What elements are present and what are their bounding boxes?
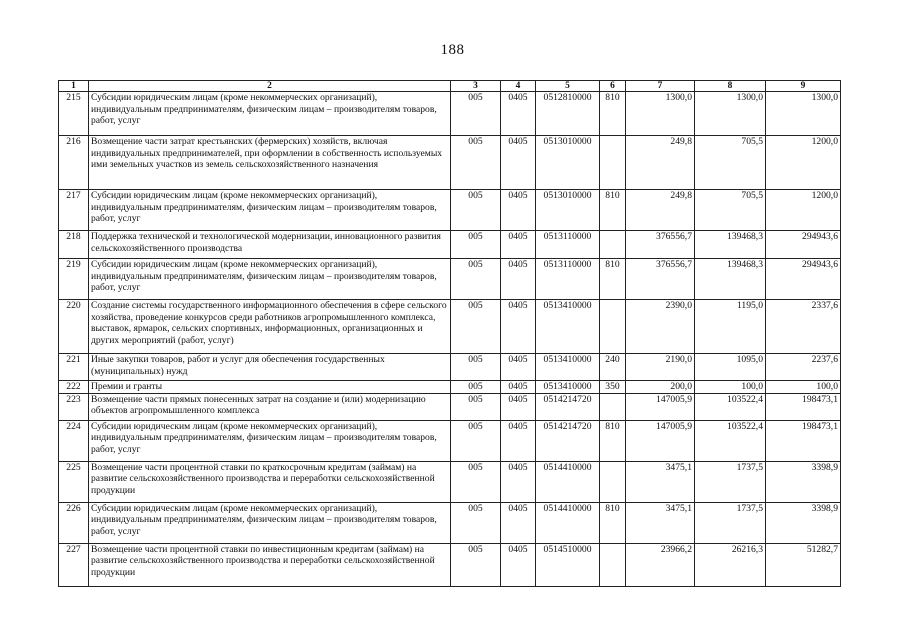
section-code-cell: 0405: [501, 502, 536, 543]
amount-cell: 147005,9: [626, 420, 695, 461]
amount-cell: 1737,5: [695, 461, 766, 502]
description-cell: Субсидии юридическим лицам (кроме некоммерческих организаций), индивидуальным предпринимателям, физическим лицам – производителям товаров, работ, услуг: [89, 502, 451, 543]
amount-cell: 23966,2: [626, 543, 695, 586]
expense-type-cell: [600, 461, 626, 502]
code-cell: 005: [451, 92, 501, 136]
target-article-cell: 0514510000: [536, 543, 600, 586]
table-header-row: [59, 81, 841, 92]
target-article-cell: 0514214720: [536, 420, 600, 461]
table-row: [59, 543, 841, 586]
amount-cell: 2190,0: [626, 354, 695, 381]
amount-cell: 3398,9: [766, 461, 841, 502]
section-code-cell: 0405: [501, 259, 536, 300]
expense-type-cell: [600, 300, 626, 354]
target-article-cell: 0514410000: [536, 461, 600, 502]
expense-type-cell: 240: [600, 354, 626, 381]
table-row: [59, 393, 841, 420]
row-number-cell: 217: [59, 190, 89, 231]
description-cell: Возмещение части процентной ставки по инвестиционным кредитам (займам) на развитие сельскохозяйственного производства и переработки сельскохозяйственной продукции: [89, 543, 451, 586]
row-number-cell: 221: [59, 354, 89, 381]
description-cell: Иные закупки товаров, работ и услуг для обеспечения государственных (муниципальных) нужд: [89, 354, 451, 381]
section-code-cell: 0405: [501, 461, 536, 502]
column-header: 9: [766, 81, 841, 92]
amount-cell: 103522,4: [695, 420, 766, 461]
table-row: [59, 231, 841, 259]
expense-type-cell: [600, 231, 626, 259]
amount-cell: 200,0: [626, 381, 695, 394]
description-cell: Субсидии юридическим лицам (кроме некоммерческих организаций), индивидуальным предпринимателям, физическим лицам – производителям товаров, работ, услуг: [89, 92, 451, 136]
code-cell: 005: [451, 420, 501, 461]
amount-cell: 376556,7: [626, 231, 695, 259]
amount-cell: 139468,3: [695, 231, 766, 259]
row-number-cell: 222: [59, 381, 89, 394]
description-cell: Субсидии юридическим лицам (кроме некоммерческих организаций), индивидуальным предпринимателям, физическим лицам – производителям товаров, работ, услуг: [89, 190, 451, 231]
row-number-cell: 227: [59, 543, 89, 586]
row-number-cell: 215: [59, 92, 89, 136]
column-header: 1: [59, 81, 89, 92]
row-number-cell: 226: [59, 502, 89, 543]
amount-cell: 100,0: [695, 381, 766, 394]
table-row: [59, 354, 841, 381]
description-cell: Субсидии юридическим лицам (кроме некоммерческих организаций), индивидуальным предпринимателям, физическим лицам – производителям товаров, работ, услуг: [89, 259, 451, 300]
row-number-cell: 219: [59, 259, 89, 300]
amount-cell: 3475,1: [626, 461, 695, 502]
amount-cell: 1300,0: [766, 92, 841, 136]
amount-cell: 249,8: [626, 136, 695, 190]
expense-type-cell: 350: [600, 381, 626, 394]
code-cell: 005: [451, 381, 501, 394]
column-header: 8: [695, 81, 766, 92]
table-row: [59, 502, 841, 543]
table-row: [59, 92, 841, 136]
amount-cell: 1300,0: [626, 92, 695, 136]
row-number-cell: 216: [59, 136, 89, 190]
amount-cell: 1195,0: [695, 300, 766, 354]
section-code-cell: 0405: [501, 190, 536, 231]
description-cell: Поддержка технической и технологической модернизации, инновационного развития сельскохозяйственного производства: [89, 231, 451, 259]
description-cell: Возмещение части процентной ставки по краткосрочным кредитам (займам) на развитие сельскохозяйственного производства и переработки сельскохозяйственной продукции: [89, 461, 451, 502]
expense-type-cell: [600, 393, 626, 420]
description-cell: Возмещение части прямых понесенных затрат на создание и (или) модернизацию объектов агропромышленного комплекса: [89, 393, 451, 420]
table-row: [59, 461, 841, 502]
amount-cell: 1737,5: [695, 502, 766, 543]
table-row: [59, 259, 841, 300]
amount-cell: 147005,9: [626, 393, 695, 420]
expense-type-cell: 810: [600, 190, 626, 231]
amount-cell: 705,5: [695, 136, 766, 190]
amount-cell: 1095,0: [695, 354, 766, 381]
code-cell: 005: [451, 190, 501, 231]
description-cell: Субсидии юридическим лицам (кроме некоммерческих организаций), индивидуальным предпринимателям, физическим лицам – производителям товаров, работ, услуг: [89, 420, 451, 461]
target-article-cell: 0513110000: [536, 231, 600, 259]
table-row: [59, 381, 841, 394]
amount-cell: 3475,1: [626, 502, 695, 543]
target-article-cell: 0512810000: [536, 92, 600, 136]
amount-cell: 294943,6: [766, 259, 841, 300]
target-article-cell: 0513010000: [536, 136, 600, 190]
amount-cell: 2237,6: [766, 354, 841, 381]
section-code-cell: 0405: [501, 354, 536, 381]
amount-cell: 198473,1: [766, 393, 841, 420]
description-cell: Создание системы государственного информационного обеспечения в сфере сельского хозяйства, проведение конкурсов среди работников агропромышленного комплекса, выставок, ярмарок, сельских спортивных, информационных, организационных и других мероприятий (работ, услуг): [89, 300, 451, 354]
section-code-cell: 0405: [501, 300, 536, 354]
expense-type-cell: 810: [600, 92, 626, 136]
section-code-cell: 0405: [501, 92, 536, 136]
amount-cell: 1300,0: [695, 92, 766, 136]
amount-cell: 100,0: [766, 381, 841, 394]
section-code-cell: 0405: [501, 393, 536, 420]
amount-cell: 198473,1: [766, 420, 841, 461]
row-number-cell: 218: [59, 231, 89, 259]
expense-type-cell: 810: [600, 420, 626, 461]
code-cell: 005: [451, 136, 501, 190]
code-cell: 005: [451, 461, 501, 502]
amount-cell: 26216,3: [695, 543, 766, 586]
budget-table: [58, 80, 841, 587]
amount-cell: 3398,9: [766, 502, 841, 543]
column-header: 3: [451, 81, 501, 92]
table-row: [59, 190, 841, 231]
code-cell: 005: [451, 393, 501, 420]
code-cell: 005: [451, 543, 501, 586]
table-row: [59, 420, 841, 461]
target-article-cell: 0513010000: [536, 190, 600, 231]
column-header: 5: [536, 81, 600, 92]
amount-cell: 705,5: [695, 190, 766, 231]
row-number-cell: 225: [59, 461, 89, 502]
amount-cell: 51282,7: [766, 543, 841, 586]
expense-type-cell: [600, 136, 626, 190]
amount-cell: 376556,7: [626, 259, 695, 300]
description-cell: Премии и гранты: [89, 381, 451, 394]
section-code-cell: 0405: [501, 231, 536, 259]
column-header: 6: [600, 81, 626, 92]
code-cell: 005: [451, 259, 501, 300]
row-number-cell: 224: [59, 420, 89, 461]
target-article-cell: 0514410000: [536, 502, 600, 543]
table-row: [59, 300, 841, 354]
amount-cell: 2390,0: [626, 300, 695, 354]
page-number: 188: [440, 42, 465, 58]
target-article-cell: 0513410000: [536, 300, 600, 354]
section-code-cell: 0405: [501, 543, 536, 586]
description-cell: Возмещение части затрат крестьянских (фермерских) хозяйств, включая индивидуальных предпринимателей, при оформлении в собственность используемых ими земельных участков из земель сельскохозяйственного назначения: [89, 136, 451, 190]
section-code-cell: 0405: [501, 420, 536, 461]
code-cell: 005: [451, 502, 501, 543]
section-code-cell: 0405: [501, 381, 536, 394]
expense-type-cell: 810: [600, 502, 626, 543]
target-article-cell: 0513110000: [536, 259, 600, 300]
amount-cell: 103522,4: [695, 393, 766, 420]
amount-cell: 249,8: [626, 190, 695, 231]
amount-cell: 1200,0: [766, 190, 841, 231]
code-cell: 005: [451, 354, 501, 381]
amount-cell: 139468,3: [695, 259, 766, 300]
code-cell: 005: [451, 231, 501, 259]
target-article-cell: 0514214720: [536, 393, 600, 420]
target-article-cell: 0513410000: [536, 354, 600, 381]
amount-cell: 2337,6: [766, 300, 841, 354]
expense-type-cell: [600, 543, 626, 586]
table-row: [59, 136, 841, 190]
amount-cell: 1200,0: [766, 136, 841, 190]
section-code-cell: 0405: [501, 136, 536, 190]
amount-cell: 294943,6: [766, 231, 841, 259]
row-number-cell: 223: [59, 393, 89, 420]
target-article-cell: 0513410000: [536, 381, 600, 394]
expense-type-cell: 810: [600, 259, 626, 300]
row-number-cell: 220: [59, 300, 89, 354]
column-header: 7: [626, 81, 695, 92]
column-header: 2: [89, 81, 451, 92]
code-cell: 005: [451, 300, 501, 354]
column-header: 4: [501, 81, 536, 92]
